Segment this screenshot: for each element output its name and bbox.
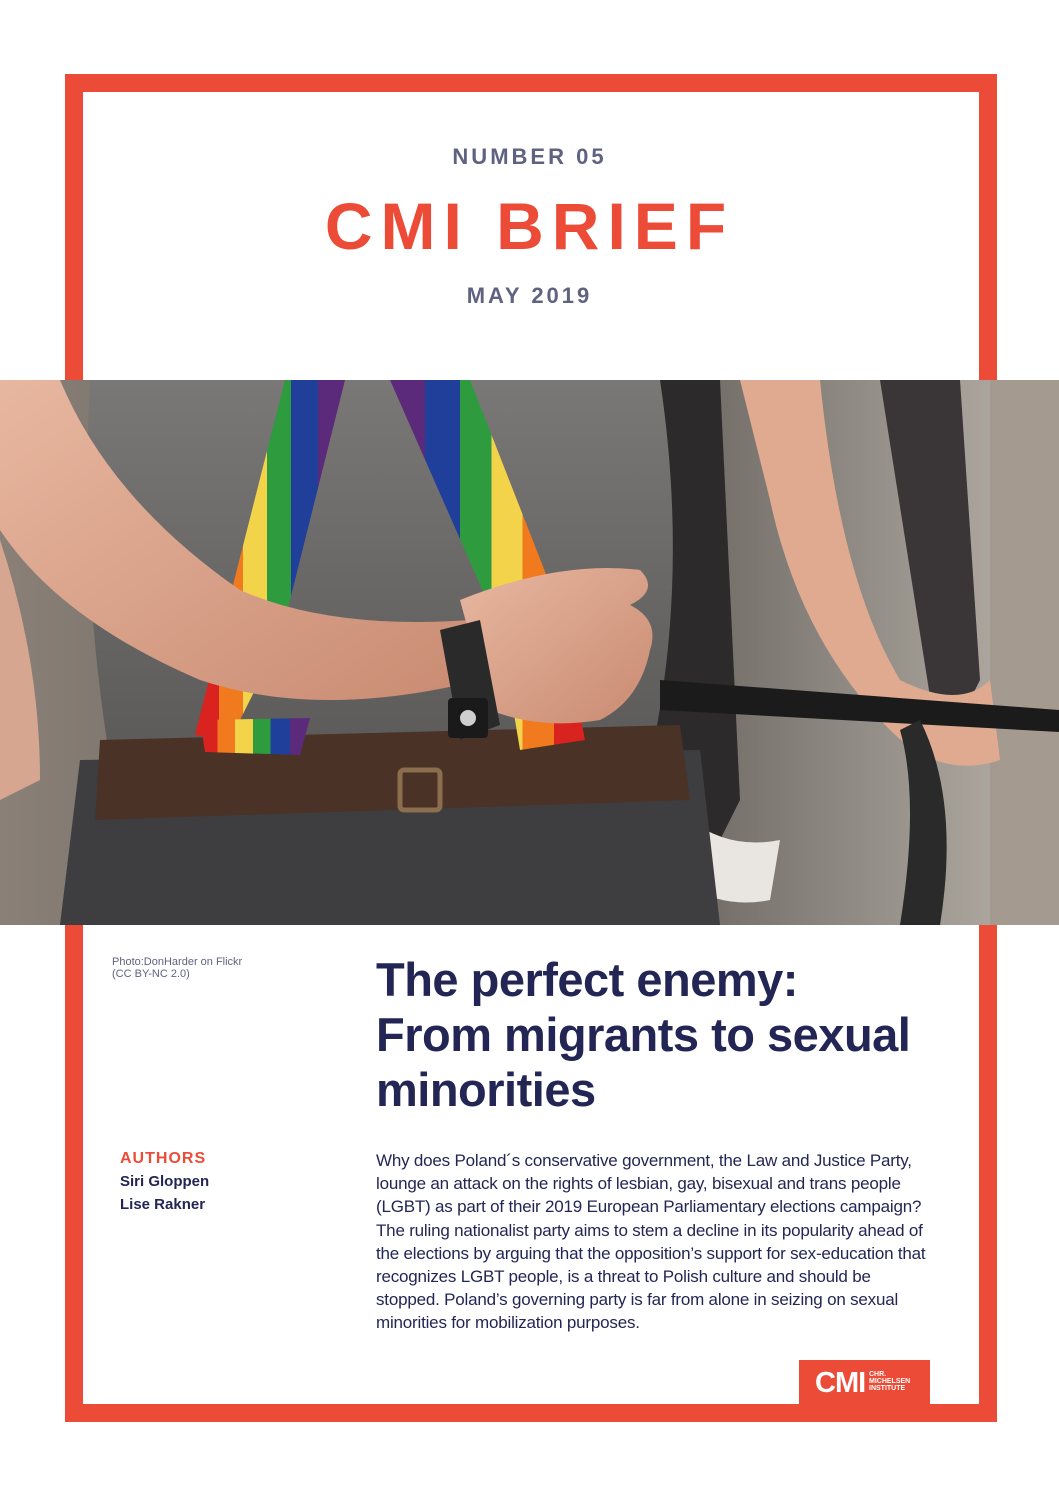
authors-heading: AUTHORS (120, 1150, 207, 1167)
issue-number: NUMBER 05 (452, 144, 607, 169)
author-name: Siri Gloppen (120, 1173, 210, 1190)
headline-line: From migrants to sexual (376, 1008, 911, 1061)
headline-line: The perfect enemy: (376, 953, 798, 1006)
logo-subtitle-line: CHR. (869, 1371, 887, 1378)
publication-title: CMI BRIEF (324, 189, 735, 263)
logo-mark: CMI (815, 1367, 866, 1399)
photo-caption (112, 956, 312, 980)
cmi-logo (799, 1360, 930, 1405)
logo-subtitle (869, 1371, 927, 1392)
photo-caption-line: Photo:DonHarder on Flickr (112, 956, 243, 968)
cover-photo (0, 380, 1059, 925)
author-name: Lise Rakner (120, 1196, 206, 1213)
article-headline (376, 952, 956, 1117)
issue-date: MAY 2019 (466, 283, 593, 308)
headline-line: minorities (376, 1063, 596, 1116)
article-lede: Why does Poland´s conservative government, the Law and Justice Party, lounge an attack on the rights of lesbian, gay, bisexual and trans people (LGBT) as part of their 2019 European Parliamentary elections campaign? The ruling nationalist party aims to stem a decline in its popularity ahead of the elections by arguing that the opposition’s support for sex-education that recognizes LGBT people, is a threat to Polish culture and should be stopped. Poland’s governing party is far from alone in seizing on sexual minorities for mobilization purposes. (376, 1151, 926, 1333)
photo-caption-license: (CC BY-NC 2.0) (112, 968, 190, 980)
logo-subtitle-line: MICHELSEN (869, 1378, 911, 1385)
logo-subtitle-line: INSTITUTE (869, 1385, 906, 1392)
